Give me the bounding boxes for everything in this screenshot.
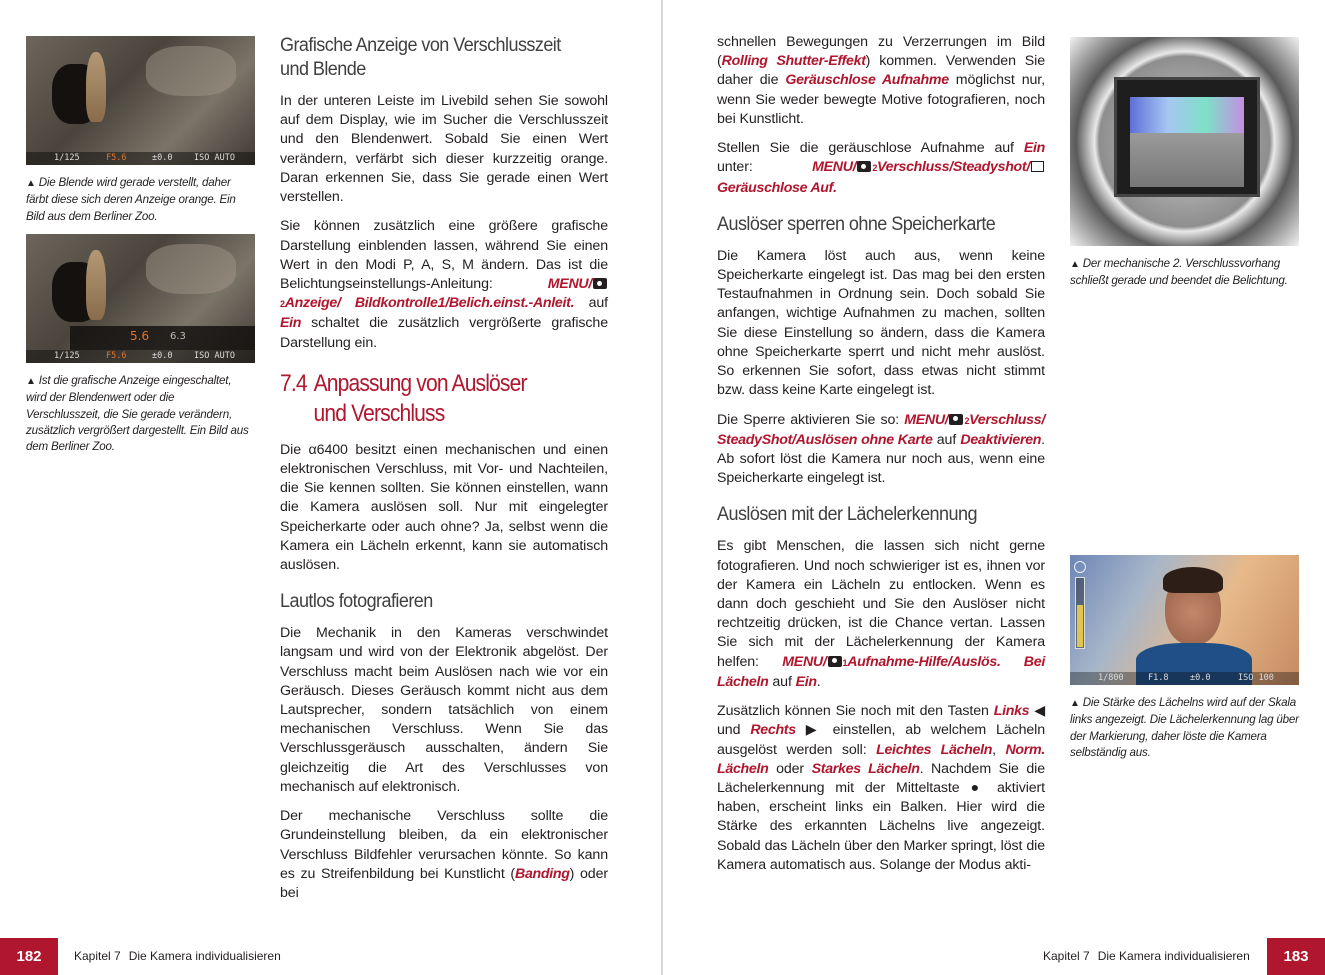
rock-highlight	[146, 244, 236, 294]
running-footer: Kapitel 7 Die Kamera individualisieren	[74, 949, 281, 963]
smile-face-icon	[1074, 561, 1086, 573]
paragraph: Sie können zusätzlich eine größere grafische Darstellung einblenden lassen, während Sie einen Wert in den Modi P, A, S, M ändern. Das ist die Belichtungseinstellungs-Anleitung: MENU/2Anzeige/ Bildkontrolle1/Belich.einst.-Anleit. auf Ein schaltet die zusätzlich vergrößerte grafische Darstellung ein.	[280, 218, 609, 351]
paragraph: Die Kamera löst auch aus, wenn keine Speicherkarte eingelegt ist. Das mag bei den ersten Testaufnahmen in Ordnung sein. Doch sobald Sie anfangen, wichtige Aufnahmen zu machen, sollten Sie diese Einstellung so ändern, dass die Kamera ohne Speicherkarte sperrt und nicht mehr auslöst. So erkennen Sie sofort, dass etwas nicht stimmt bzw. dass keine Karte eingelegt ist.	[717, 247, 1045, 399]
page-number: 182	[0, 938, 58, 975]
scale-value-current: 5.6	[130, 329, 150, 343]
sensor-window	[1130, 97, 1244, 133]
meerkat-figure	[86, 250, 106, 320]
paragraph: Zusätzlich können Sie noch mit den Tasten Links ◀ und Rechts ▶ einstellen, ab welchem Lächeln ausgelöst werden soll: Leichtes Lächeln, Norm. Lächeln oder Starkes Lächeln. Nachdem Sie die Lächelerkennung mit der Mitteltaste ● aktiviert haben, erscheint links ein Balken. Hier wird die Stärke des erkannten Lächelns live angezeigt. Sobald das Lächeln über den Marker springt, löst die Kamera automatisch aus. Solange der Modus akti-	[717, 703, 1046, 873]
section-heading-laechelerkennung: Auslösen mit der Lächelerkennung	[717, 503, 977, 526]
picture-mode-icon	[1031, 161, 1044, 172]
right-text-column	[717, 33, 1045, 885]
section-heading-ausloeser-sperren: Auslöser sperren ohne Speicherkarte	[717, 212, 996, 235]
hud-iso: ISO 100	[1238, 673, 1274, 683]
hud-iso: ISO AUTO	[194, 153, 235, 163]
camera-hud	[1070, 672, 1299, 685]
camera-hud	[26, 152, 255, 165]
caption-triangle-icon: ▲	[1070, 259, 1080, 270]
running-footer: Kapitel 7 Die Kamera individualisieren	[1043, 949, 1250, 963]
left-text-column	[280, 33, 608, 913]
caption-triangle-icon: ▲	[26, 178, 36, 189]
shutter-curtain	[1130, 133, 1244, 187]
paragraph: Es gibt Menschen, die lassen sich nicht gerne fotografieren. Und noch schwieriger ist es, ihnen vor der Kamera ein Lächeln zu entlocken. Wenn es dann doch geschieht und Sie den Auslöser nicht rechtzeitig drücken, ist die Chance vertan. Lassen Sie sich mit der Lächelerkennung der Kamera helfen: MENU/ 1Aufnahme-Hilfe/Auslös. Bei Lächeln auf Ein.	[717, 538, 1045, 690]
scale-value-next: 6.3	[170, 331, 186, 342]
paragraph: Die Sperre aktivieren Sie so: MENU/ 2Verschluss/ SteadyShot/Auslösen ohne Karte auf Deaktivieren. Ab sofort löst die Kamera nur noch aus, wenn eine Speicherkarte eingelegt ist.	[717, 411, 1046, 487]
caption-triangle-icon: ▲	[1070, 698, 1080, 709]
exposure-scale-overlay	[70, 326, 255, 350]
left-footer	[0, 938, 661, 975]
right-page	[663, 0, 1325, 975]
paragraph: Die α6400 besitzt einen mechanischen und einen elektronischen Verschluss, mit Vor- und Nachteilen, die Sie kennen sollten. Sie können einstellen, wann die Kamera auslösen soll. Nur mit eingelegter Speicherkarte oder auch ohne? Ja, selbst wenn die Kamera ein Lächeln erkennt, kann sie automatisch auslösen.	[280, 441, 608, 574]
hud-shutter: 1/800	[1098, 673, 1124, 683]
menu-path: MENU/ 2Verschluss/Steadyshot/Geräuschlose Auf.	[717, 159, 1045, 195]
caption-triangle-icon: ▲	[26, 376, 36, 387]
left-page	[0, 0, 661, 975]
hud-aperture: F1.8	[1148, 673, 1169, 683]
section-heading-grafische-anzeige: Grafische Anzeige von Verschlusszeit und Blende	[280, 34, 561, 80]
hud-iso: ISO AUTO	[194, 351, 235, 361]
meerkat-photo-2	[26, 234, 255, 363]
camera-menu-icon	[593, 278, 607, 289]
menu-path: MENU/ 2Verschluss/ SteadyShot/Auslösen ohne Karte	[717, 411, 1045, 448]
smile-strength-fill	[1077, 605, 1083, 647]
page-number: 183	[1267, 938, 1325, 975]
hud-shutter: 1/125	[54, 153, 80, 163]
camera-menu-icon	[828, 656, 842, 667]
paragraph: schnellen Bewegungen zu Verzerrungen im Bild (Rolling Shutter-Effekt) kommen. Verwenden Sie daher die Geräuschlose Aufnahme möglichst nur, wenn Sie weder bewegte Motive fotografieren, noch bei Kunstlicht.	[717, 34, 1045, 127]
figure4-caption: ▲ Die Stärke des Lächelns wird auf der Skala links angezeigt. Die Lächelerkennung lag über der Markierung, daher löste die Kamera selbständig aus.	[1070, 696, 1299, 759]
hud-shutter: 1/125	[54, 351, 80, 361]
paragraph: Der mechanische Verschluss sollte die Grundeinstellung bleiben, da ein elektronischer Verschluss Bildfehler verursachen könnte. So kann es zu Streifenbildung bei Kunstlicht (Banding) oder bei	[280, 808, 608, 902]
hud-ev: ±0.0	[152, 153, 173, 163]
hud-ev: ±0.0	[1190, 673, 1211, 683]
person-hair	[1163, 567, 1223, 593]
hud-aperture: F5.6	[106, 153, 127, 163]
paragraph: Die Mechanik in den Kameras verschwindet langsam und wird von der Elektronik abgelöst. Der Verschluss macht beim Auslösen nach wie vor ein Geräusch. Dieses Geräusch kommt nicht aus dem Lautsprecher, sondern tatsächlich von einem mechanischen Verschluss. Wenn Sie das Verschlussgeräusch ausschalten, ändern Sie gleichzeitig die Art des Verschlusses von mechanisch auf elektronisch.	[280, 625, 608, 795]
smile-strength-bar	[1075, 577, 1085, 649]
figure3-caption: ▲ Der mechanische 2. Verschlussvorhang schließt gerade und beendet die Belichtung.	[1070, 257, 1288, 288]
menu-path: MENU/2Anzeige/ Bildkontrolle1/Belich.einst.-Anleit.	[280, 276, 608, 311]
camera-hud	[26, 350, 255, 363]
meerkat-photo-1	[26, 36, 255, 165]
figure1-caption: ▲ Die Blende wird gerade verstellt, daher färbt diese sich deren Anzeige orange. Ein Bild aus dem Berliner Zoo.	[26, 176, 236, 223]
section-heading-lautlos: Lautlos fotografieren	[280, 590, 433, 613]
menu-path: MENU/ 1Aufnahme-Hilfe/Auslös. Bei Lächeln	[717, 653, 1045, 690]
chapter-heading: 7.4 Anpassung von Auslöser und Verschluss	[280, 369, 527, 427]
hud-aperture: F5.6	[106, 351, 127, 361]
hud-ev: ±0.0	[152, 351, 173, 361]
smile-detection-photo	[1070, 555, 1299, 685]
right-footer	[663, 938, 1325, 975]
paragraph: In der unteren Leiste im Livebild sehen Sie sowohl auf dem Display, wie im Sucher die Verschlusszeit und den Blendenwert. Sobald Sie einen Wert verändern, verfärbt sich dieser kurzzeitig orange. Daran erkennen Sie, dass Sie gerade einen Wert verstellen.	[280, 93, 608, 206]
meerkat-figure	[86, 52, 106, 122]
rock-highlight	[146, 46, 236, 96]
figure2-caption: ▲ Ist die grafische Anzeige eingeschaltet, wird der Blendenwert oder die Verschlusszeit, die Sie gerade verändern, zusätzlich vergrößert dargestellt. Ein Bild aus dem Berliner Zoo.	[26, 374, 249, 454]
paragraph: Stellen Sie die geräuschlose Aufnahme auf Ein unter: MENU/ 2Verschluss/Steadyshot/Geräuschlose Auf.	[717, 140, 1045, 196]
shutter-photo	[1070, 37, 1299, 246]
camera-menu-icon	[857, 161, 871, 172]
camera-menu-icon	[949, 414, 963, 425]
